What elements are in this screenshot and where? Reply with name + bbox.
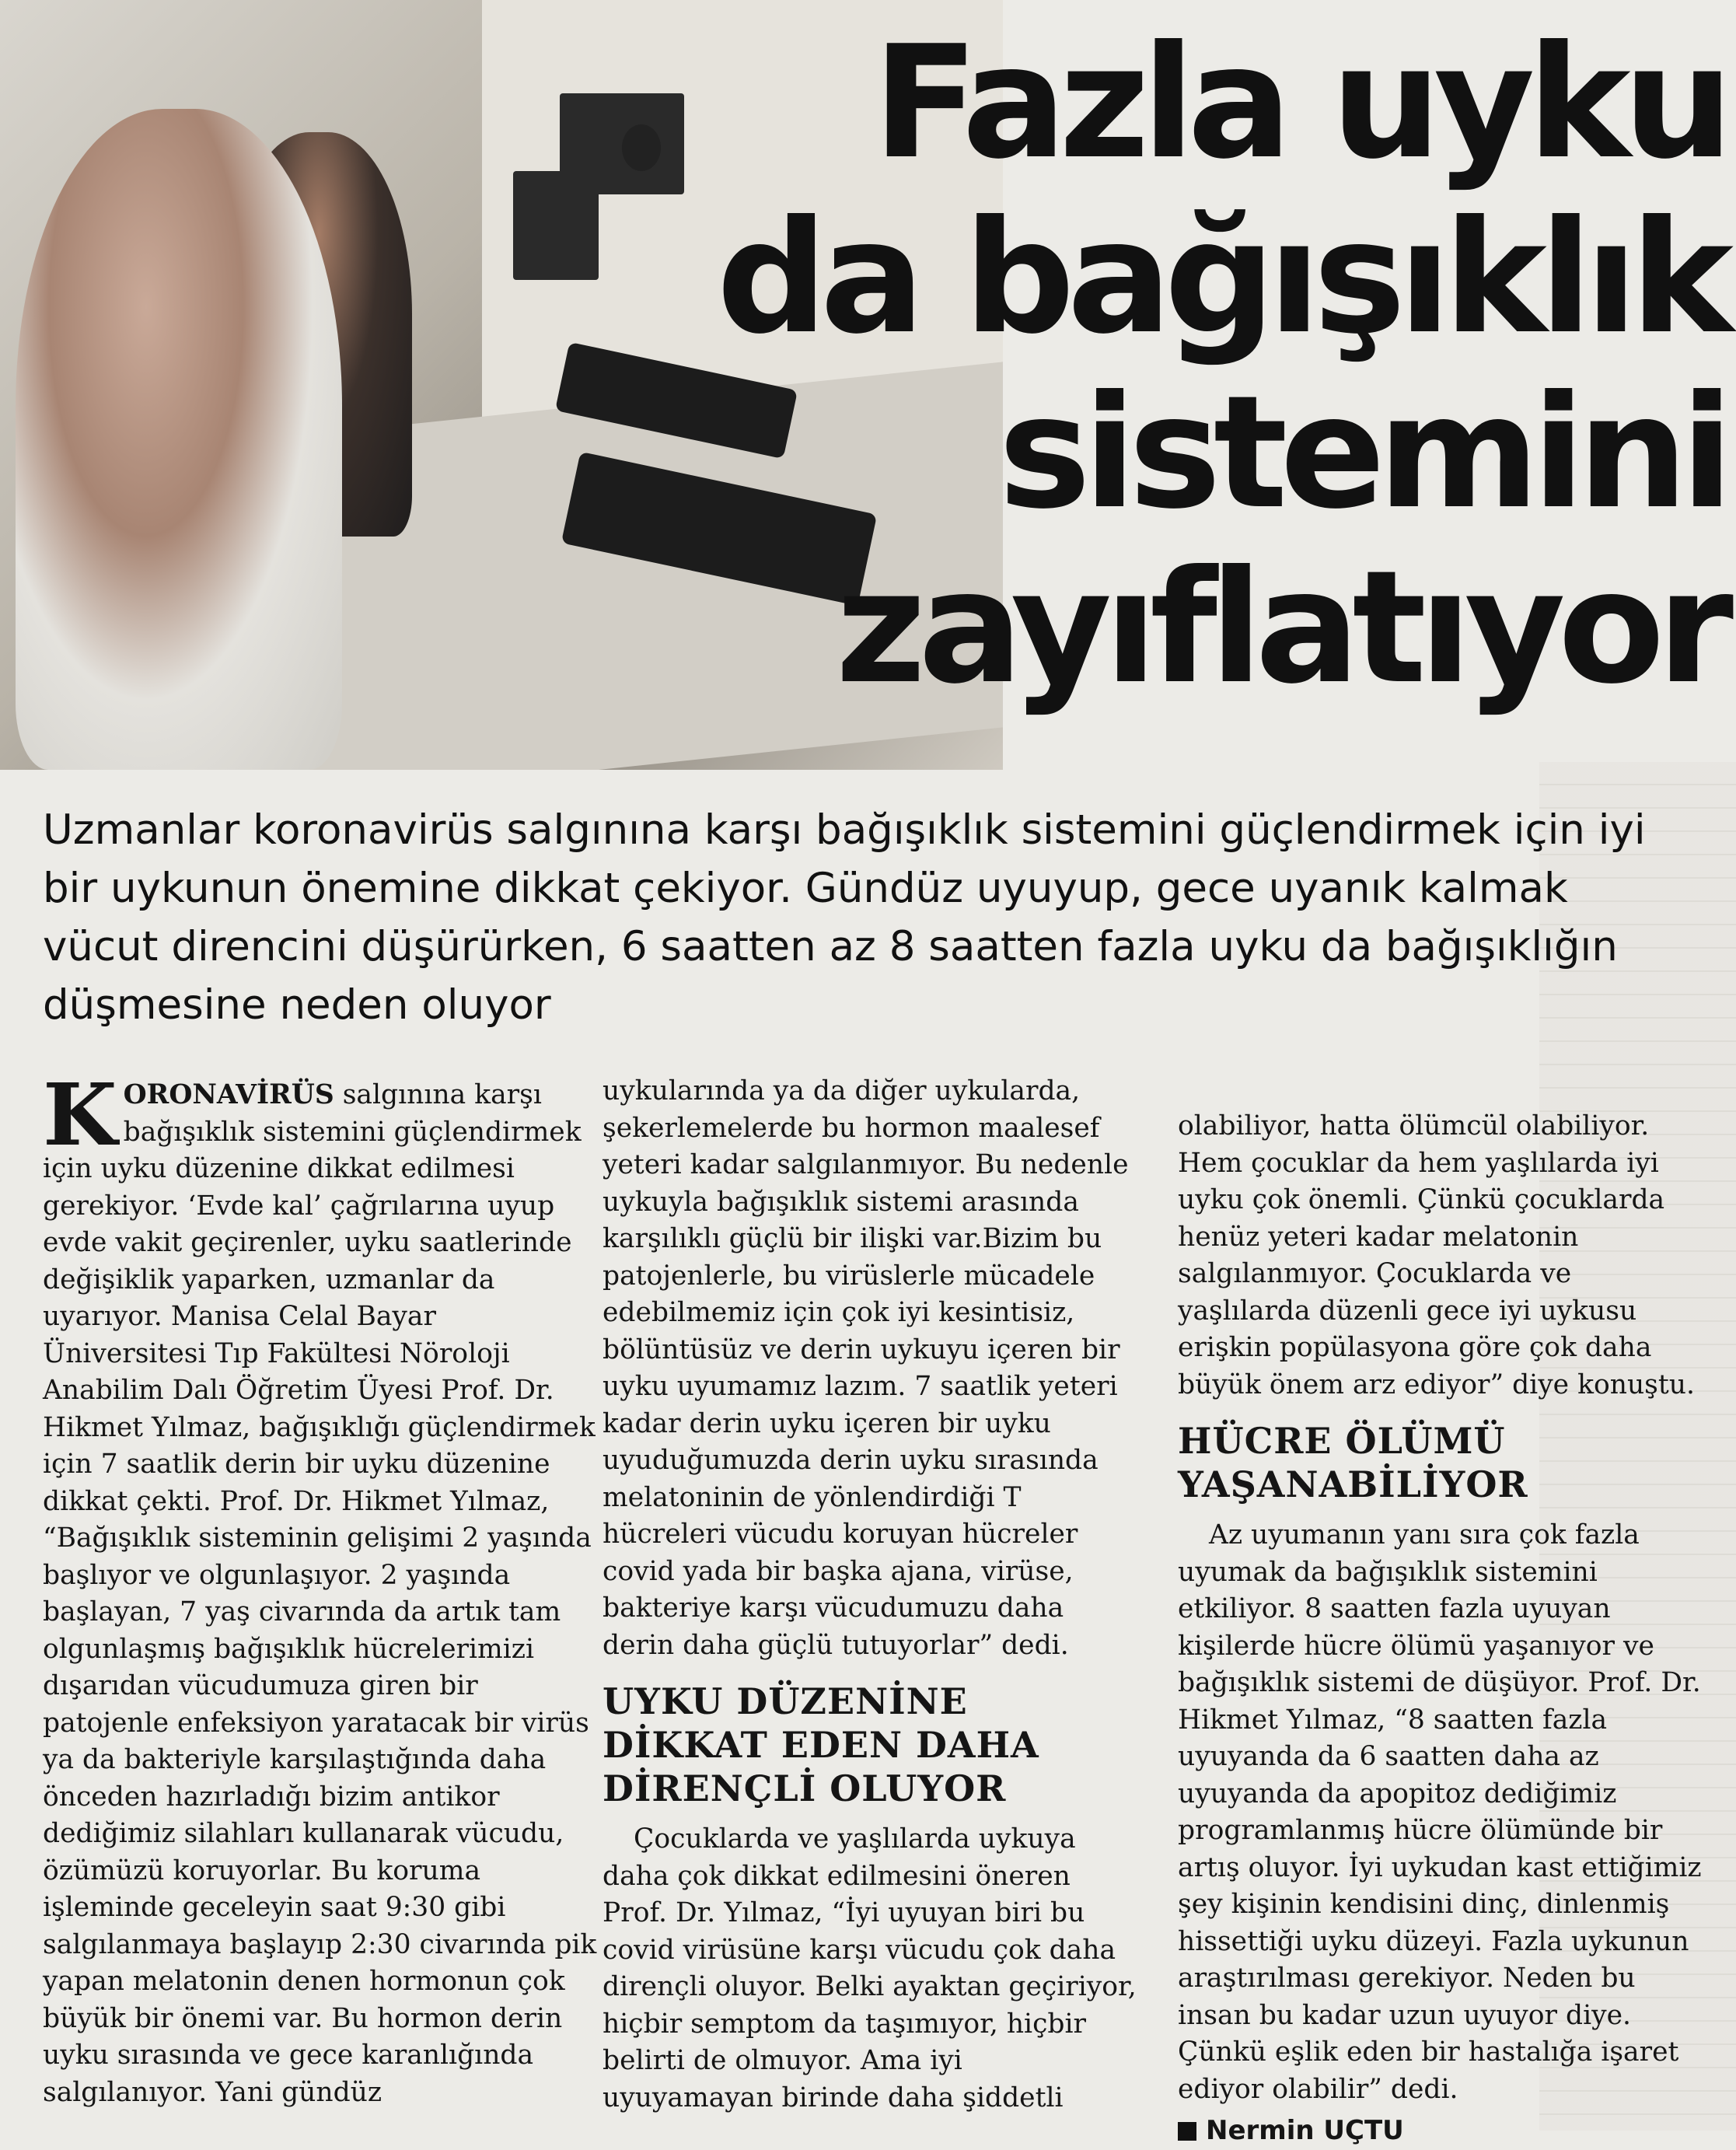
headline-line: sistemini — [998, 362, 1726, 544]
byline — [1178, 2113, 1706, 2150]
lede: Uzmanlar koronavirüs salgınına karşı bağışıklık sistemini güçlendirmek için iyi bir uykunun önemine dikkat çekiyor. Gündüz uyuyup, gece uyanık kalmak vücut direncini düşürürken, 6 saatten az 8 saatten fazla uyku da bağışıklığın düşmesine neden oluyor — [43, 806, 1646, 1029]
lead-caps: ORONAVİRÜS — [123, 1079, 334, 1110]
paragraph: uykularında ya da diğer uykularda, şekerlemelerde bu hormon maalesef yeteri kadar salgılanmıyor. Bu nedenle uykuyla bağışıklık sistemi arasında karşılıklı güçlü bir ilişki var.Bizim bu patojenlerle, bu virüslerle mücadele edebilmemiz için çok iyi kesintisiz, bölüntüsüz ve derin uykuyu içeren bir uyku uyumamız lazım. 7 saatlik yeteri kadar derin uyku içeren bir uyku uyuduğumuzda derin uyku sırasında melatoninin de yönlendirdiği T hücreleri vücudu koruyan hücreler covid yada bir başka ajana, virüse, bakteriye karşı vücudumuzu daha derin daha güçlü tutuyorlar” dedi. — [603, 1075, 1129, 1661]
paragraph-text: salgınına karşı bağışıklık sistemini güçlendirmek için uyku düzenine dikkat edilmesi gerekiyor. ‘Evde kal’ çağrılarına uyup evde vakit geçirenler, uyku saatlerinde değişiklik yaparken, uzmanlar da uyarıyor. Manisa Celal Bayar Üniversitesi Tıp Fakültesi Nöroloji Anabilim Dalı Öğretim Üyesi Prof. Dr. Hikmet Yılmaz, bağışıklığı güçlendirmek için 7 saatlik derin bir uyku düzenine dikkat çekti. Prof. Dr. Hikmet Yılmaz, “Bağışıklık sisteminin gelişimi 2 yaşında başlıyor ve olgunlaşıyor. 2 yaşında başlayan, 7 yaş civarında da artık tam olgunlaşmış bağışıklık hücrelerimizi dışarıdan vücudumuza giren bir patojenle enfeksiyon yaratacak bir virüs ya da bakteriyle karşılaştığında daha önceden hazırladığı bizim antikor dediğimiz silahları kullanarak vücudu, özümüzü koruyorlar. Bu koruma işleminde geceleyin saat 9:30 gibi salgılanmaya başlayıp 2:30 civarında pik yapan melatonin denen hormonun çok büyük bir önemi var. Bu hormon derin uyku sırasında ve gece karanlığında salgılanıyor. Yani gündüz — [43, 1079, 597, 2108]
subheading: UYKU DÜZENİNE DİKKAT EDEN DAHA DİRENÇLİ OLUYOR — [603, 1680, 1039, 1809]
article-column-2 — [603, 1073, 1139, 2117]
headline — [606, 12, 1726, 718]
article-column-1 — [43, 1065, 603, 2111]
byline-square-icon — [1178, 2122, 1196, 2141]
photo-person — [16, 109, 342, 770]
photo-monitor — [513, 171, 599, 280]
paragraph: olabiliyor, hatta ölümcül olabiliyor. Hem çocuklar da hem yaşlılarda iyi uyku çok önemli. Çünkü çocuklarda henüz yeteri kadar melatonin salgılanmıyor. Çocuklarda ve yaşlılarda düzenli gece iyi uykusu erişkin popülasyona göre çok daha büyük önem arz ediyor” diye konuştu. — [1178, 1110, 1695, 1400]
paragraph: Çocuklarda ve yaşlılarda uykuya daha çok dikkat edilmesini öneren Prof. Dr. Yılmaz, “İyi uyuyan biri bu covid virüsüne karşı vücudu çok daha dirençli oluyor. Belki ayaktan geçiriyor, hiçbir semptom da taşımıyor, hiçbir belirti de olmuyor. Ama iyi uyuyamayan birinde daha şiddetli — [603, 1823, 1137, 2113]
headline-line: zayıflatıyor — [835, 537, 1726, 718]
drop-cap: K — [43, 1065, 117, 1165]
subheading: HÜCRE ÖLÜMÜ YAŞANABİLİYOR — [1178, 1420, 1528, 1505]
byline-author: Nermin UÇTU — [1206, 2115, 1404, 2146]
paragraph — [43, 1065, 603, 2111]
article-column-3 — [1178, 1108, 1706, 2150]
headline-line: da bağışıklık — [716, 187, 1726, 369]
headline-line: Fazla uyku — [872, 12, 1726, 194]
paragraph: Az uyumanın yanı sıra çok fazla uyumak da bağışıklık sistemini etkiliyor. 8 saatten fazla uyuyan kişilerde hücre ölümü yaşanıyor ve bağışıklık sistemi de düşüyor. Prof. Dr. Hikmet Yılmaz, “8 saatten fazla uyuyanda da 6 saatten daha az uyuyanda da apopitoz dediğimiz programlanmış hücre ölümünde bir artış oluyor. İyi uykudan kast ettiğimiz şey kişinin kendisini dinç, dinlenmiş hissettiği uyku düzeyi. Fazla uykunun araştırılması gerekiyor. Neden bu insan bu kadar uzun uyuyor diye. Çünkü eşlik eden bir hastalığa işaret ediyor olabilir” dedi. — [1178, 1519, 1702, 2105]
